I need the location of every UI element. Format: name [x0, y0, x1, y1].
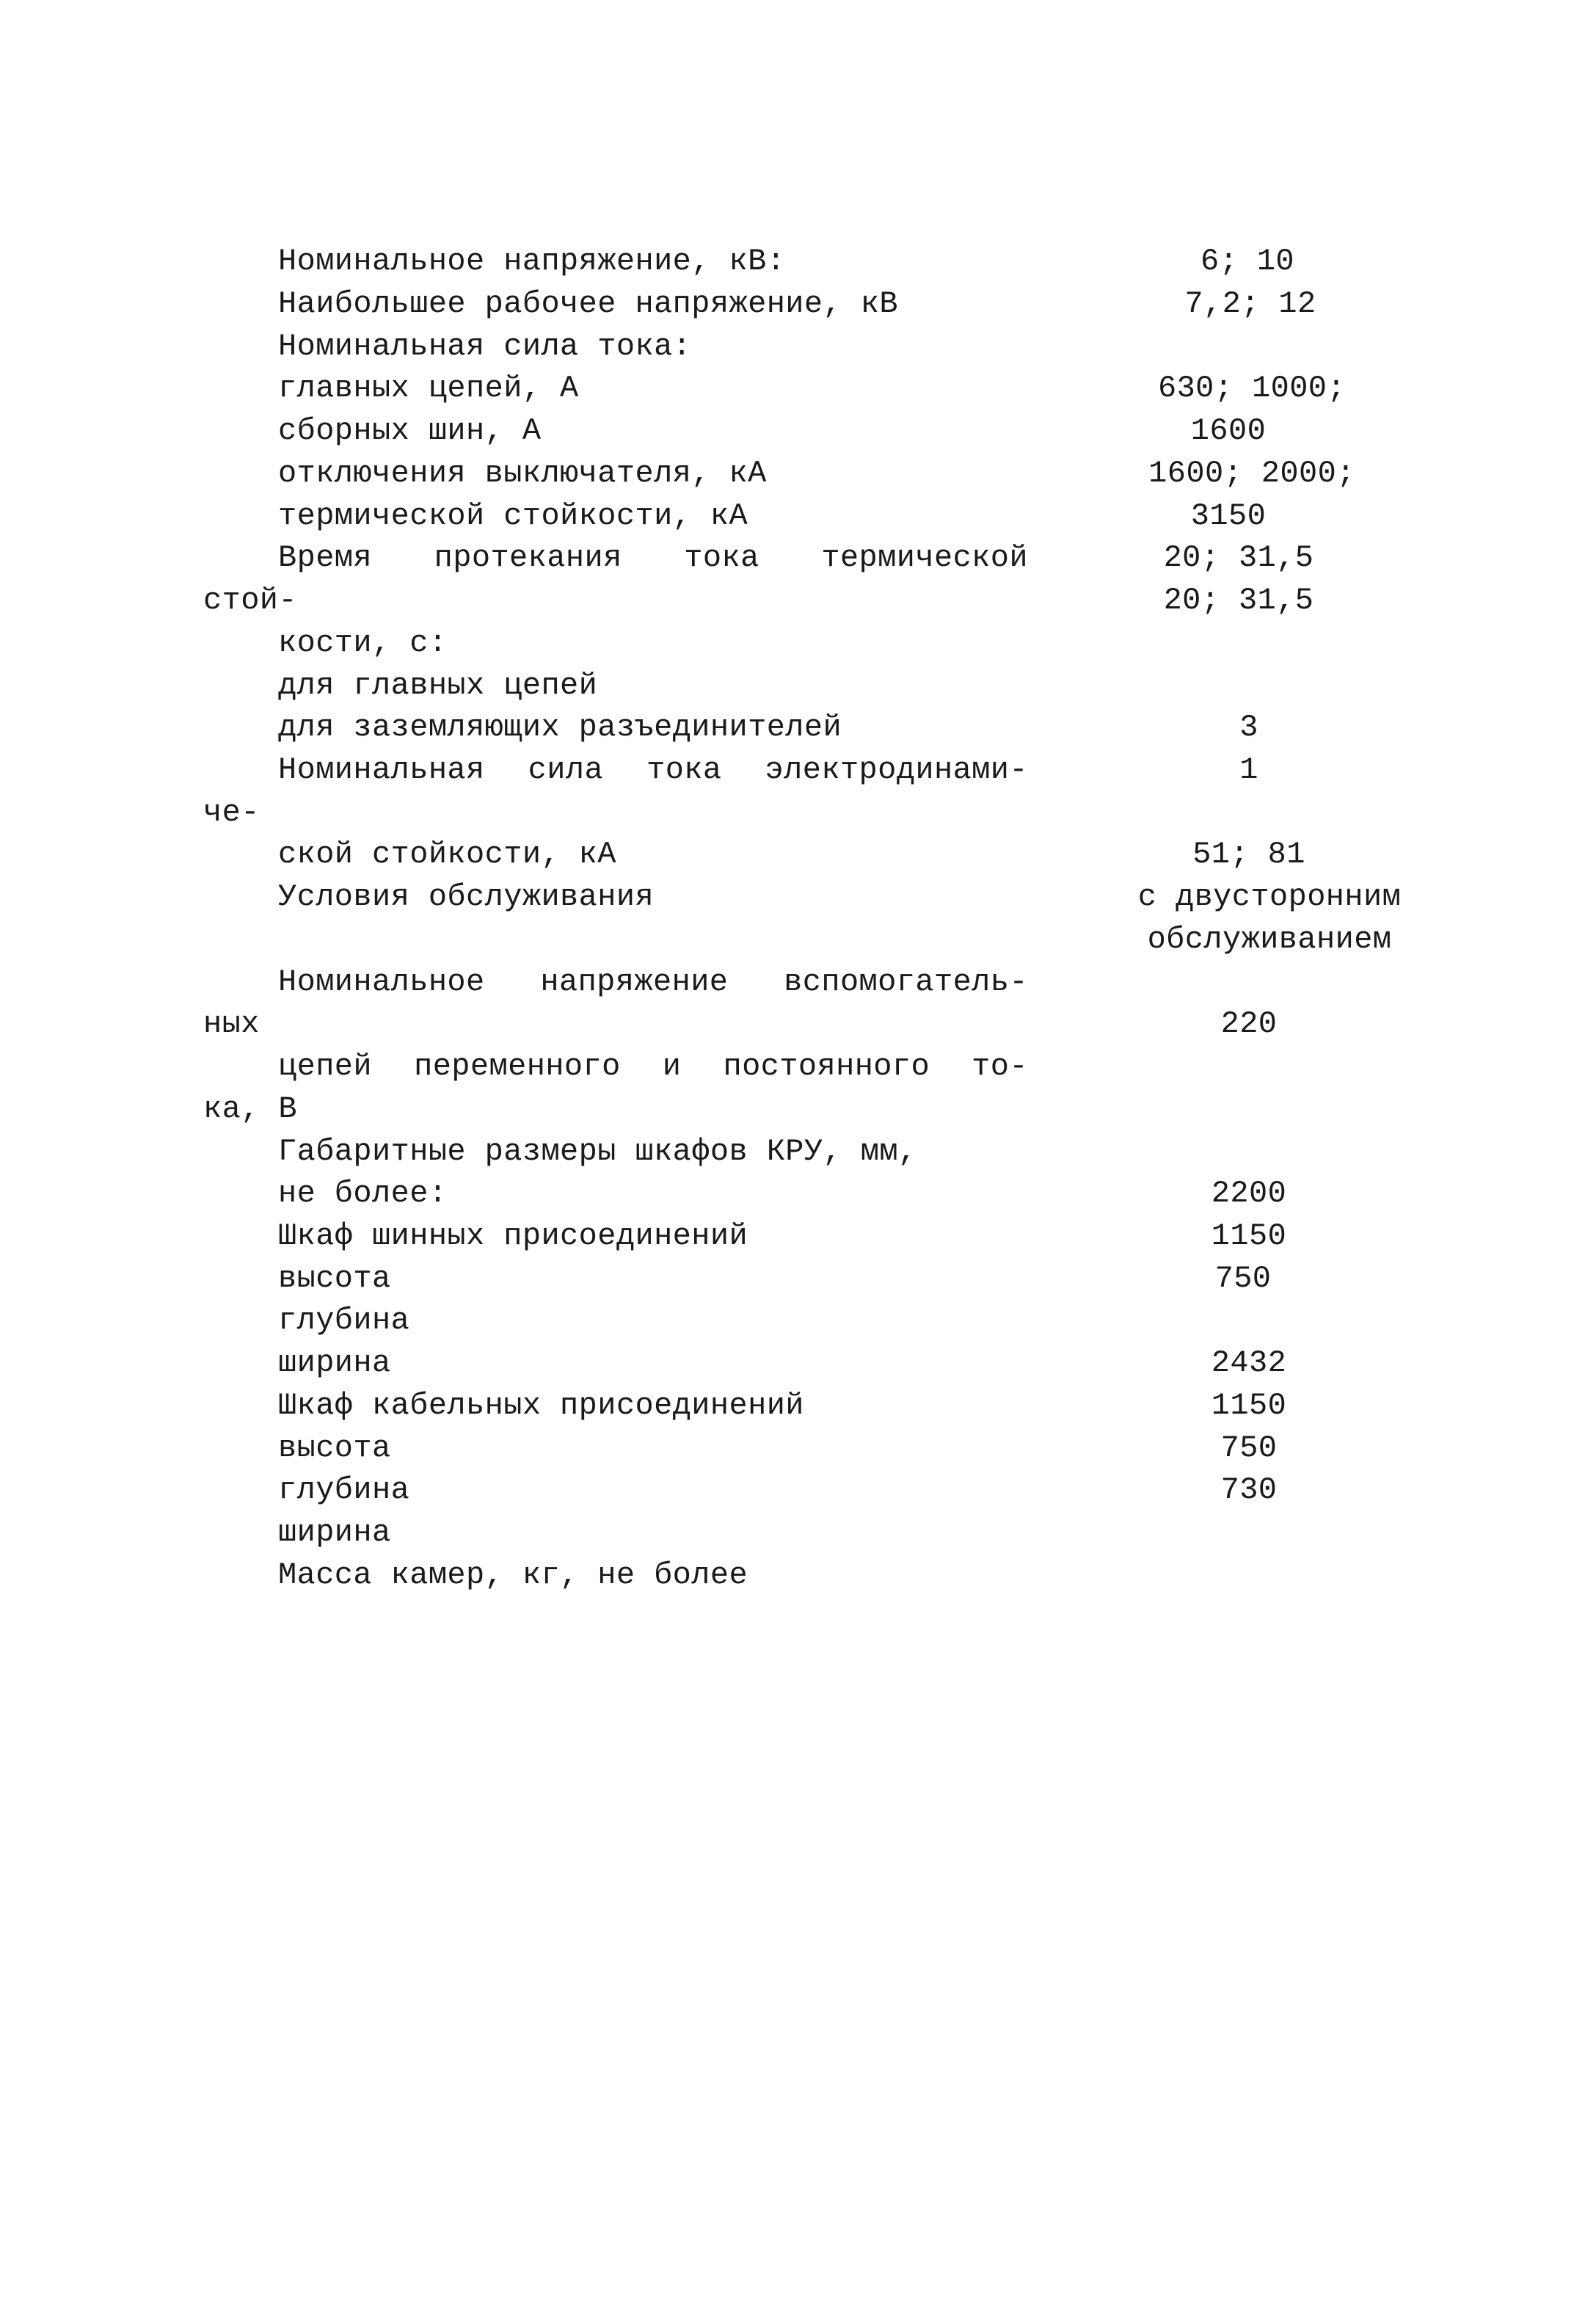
- param-label: главных цепей, А: [278, 371, 579, 406]
- param-label: Условия обслуживания: [278, 879, 655, 915]
- param-label: ка, В: [203, 1091, 298, 1127]
- param-label: глубина: [278, 1303, 410, 1338]
- param-label: термической стойкости, кА: [278, 498, 748, 534]
- param-value: 3150: [1190, 498, 1267, 534]
- param-label: Номинальная сила тока электродинами-: [278, 752, 1028, 788]
- param-label: Номинальное напряжение вспомогатель-: [278, 964, 1028, 1000]
- param-value: 2200: [1211, 1176, 1287, 1211]
- param-value: 220: [1220, 1006, 1278, 1042]
- param-label: не более:: [278, 1176, 448, 1211]
- param-value: 7,2; 12: [1184, 286, 1316, 321]
- param-label: Время протекания тока термической: [278, 540, 1028, 575]
- param-label: стой-: [203, 583, 298, 618]
- param-value: обслуживанием: [1147, 922, 1392, 957]
- param-value: 6; 10: [1200, 244, 1295, 279]
- param-label: ширина: [278, 1345, 391, 1381]
- param-value: 630; 1000;: [1157, 371, 1347, 406]
- param-label: глубина: [278, 1472, 410, 1508]
- param-label: для главных цепей: [278, 668, 598, 703]
- param-label: ширина: [278, 1515, 391, 1550]
- param-value: 730: [1220, 1472, 1278, 1508]
- param-value: 1: [1239, 752, 1258, 788]
- param-label: Номинальная сила тока:: [278, 329, 692, 364]
- param-value: 750: [1214, 1261, 1272, 1296]
- param-value: с двусторонним: [1137, 879, 1402, 915]
- param-label: Наибольшее рабочее напряжение, кВ: [278, 286, 898, 321]
- param-value: 3: [1239, 710, 1258, 745]
- param-label: че-: [203, 795, 260, 830]
- param-value: 20; 31,5: [1163, 583, 1314, 618]
- param-label: Номинальное напряжение, кВ:: [278, 244, 786, 279]
- param-label: сборных шин, А: [278, 413, 542, 448]
- param-label: высота: [278, 1431, 391, 1466]
- param-label: отключения выключателя, кА: [278, 456, 767, 491]
- param-value: 51; 81: [1192, 837, 1305, 872]
- param-value: 750: [1220, 1431, 1278, 1466]
- param-value: 1150: [1211, 1388, 1287, 1423]
- param-label: кости, с:: [278, 625, 448, 661]
- param-label: для заземляющих разъединителей: [278, 710, 842, 745]
- param-value: 20; 31,5: [1163, 540, 1314, 575]
- param-label: высота: [278, 1261, 391, 1296]
- param-value: 2432: [1211, 1345, 1287, 1381]
- param-label: Шкаф кабельных присоединений: [278, 1388, 804, 1423]
- param-label: Шкаф шинных присоединений: [278, 1218, 748, 1254]
- param-value: 1600; 2000;: [1148, 456, 1355, 491]
- param-label: Габаритные размеры шкафов КРУ, мм,: [278, 1134, 917, 1169]
- param-label: ных: [203, 1006, 260, 1042]
- param-label: Масса камер, кг, не более: [278, 1557, 748, 1593]
- param-value: 1150: [1211, 1218, 1287, 1254]
- param-label: цепей переменного и постоянного то-: [278, 1049, 1028, 1084]
- param-value: 1600: [1190, 413, 1267, 448]
- param-label: ской стойкости, кА: [278, 837, 616, 872]
